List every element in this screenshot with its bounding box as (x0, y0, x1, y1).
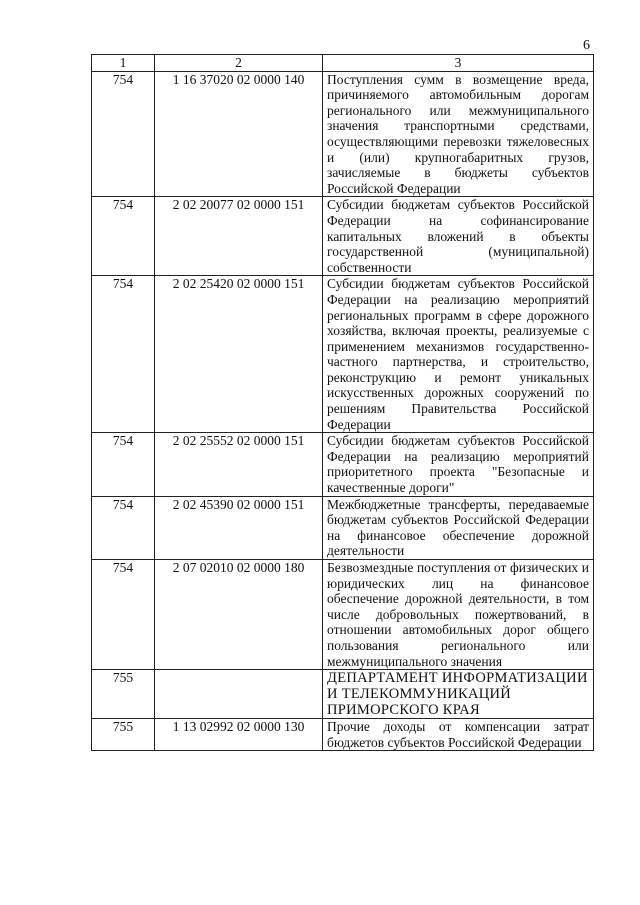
description-cell: Субсидии бюджетам субъектов Российской Федерации на реализацию мероприятий региональных программ в сфере дорожного хозяйства, включая проекты, реализуемые с применением механизмов государственно-частного партнерства, и строительство, реконструкцию и ремонт уникальных искусственных дорожных сооружений по решениям Правительства Российской Федерации (323, 276, 594, 433)
admin-code-cell: 754 (92, 197, 155, 276)
column-header-2: 2 (155, 55, 323, 72)
description-cell: Поступления сумм в возмещение вреда, причиняемого автомобильным дорогам регионального или межмуниципального значения транспортными средствами, осуществляющими перевозки тяжеловесных и (или) крупногабаритных грузов, зачисляемые в бюджеты субъектов Российской Федерации (323, 71, 594, 197)
admin-code-cell: 755 (92, 670, 155, 719)
column-header-3: 3 (323, 55, 594, 72)
admin-code-cell: 754 (92, 71, 155, 197)
page-number: 6 (583, 38, 590, 53)
budget-code-cell: 2 02 20077 02 0000 151 (155, 197, 323, 276)
table-row (92, 197, 594, 276)
budget-code-cell: 2 02 45390 02 0000 151 (155, 496, 323, 559)
admin-code-cell: 754 (92, 276, 155, 433)
table-row (92, 71, 594, 197)
table-row (92, 670, 594, 719)
table-header-row (92, 55, 594, 72)
budget-code-cell: 2 02 25420 02 0000 151 (155, 276, 323, 433)
budget-code-cell (155, 670, 323, 719)
admin-code-cell: 754 (92, 433, 155, 496)
description-cell: ДЕПАРТАМЕНТ ИНФОРМАТИЗАЦИИ И ТЕЛЕКОММУНИКАЦИЙ ПРИМОРСКОГО КРАЯ (323, 670, 594, 719)
table-row (92, 496, 594, 559)
budget-code-cell: 1 13 02992 02 0000 130 (155, 719, 323, 751)
table-row (92, 433, 594, 496)
budget-code-cell: 2 07 02010 02 0000 180 (155, 560, 323, 670)
column-header-1: 1 (92, 55, 155, 72)
description-cell: Субсидии бюджетам субъектов Российской Федерации на реализацию мероприятий приоритетного проекта "Безопасные и качественные дороги" (323, 433, 594, 496)
description-cell: Субсидии бюджетам субъектов Российской Федерации на софинансирование капитальных вложений в объекты государственной (муниципальной) собственности (323, 197, 594, 276)
budget-code-cell: 2 02 25552 02 0000 151 (155, 433, 323, 496)
budget-code-cell: 1 16 37020 02 0000 140 (155, 71, 323, 197)
table-row (92, 719, 594, 751)
admin-code-cell: 755 (92, 719, 155, 751)
table-row (92, 276, 594, 433)
table-row (92, 560, 594, 670)
description-cell: Прочие доходы от компенсации затрат бюджетов субъектов Российской Федерации (323, 719, 594, 751)
revenue-codes-table (91, 54, 594, 751)
admin-code-cell: 754 (92, 560, 155, 670)
description-cell: Безвозмездные поступления от физических и юридических лиц на финансовое обеспечение дорожной деятельности, в том числе добровольных пожертвований, в отношении автомобильных дорог общего пользования регионального или межмуниципального значения (323, 560, 594, 670)
description-cell: Межбюджетные трансферты, передаваемые бюджетам субъектов Российской Федерации на финансовое обеспечение дорожной деятельности (323, 496, 594, 559)
admin-code-cell: 754 (92, 496, 155, 559)
